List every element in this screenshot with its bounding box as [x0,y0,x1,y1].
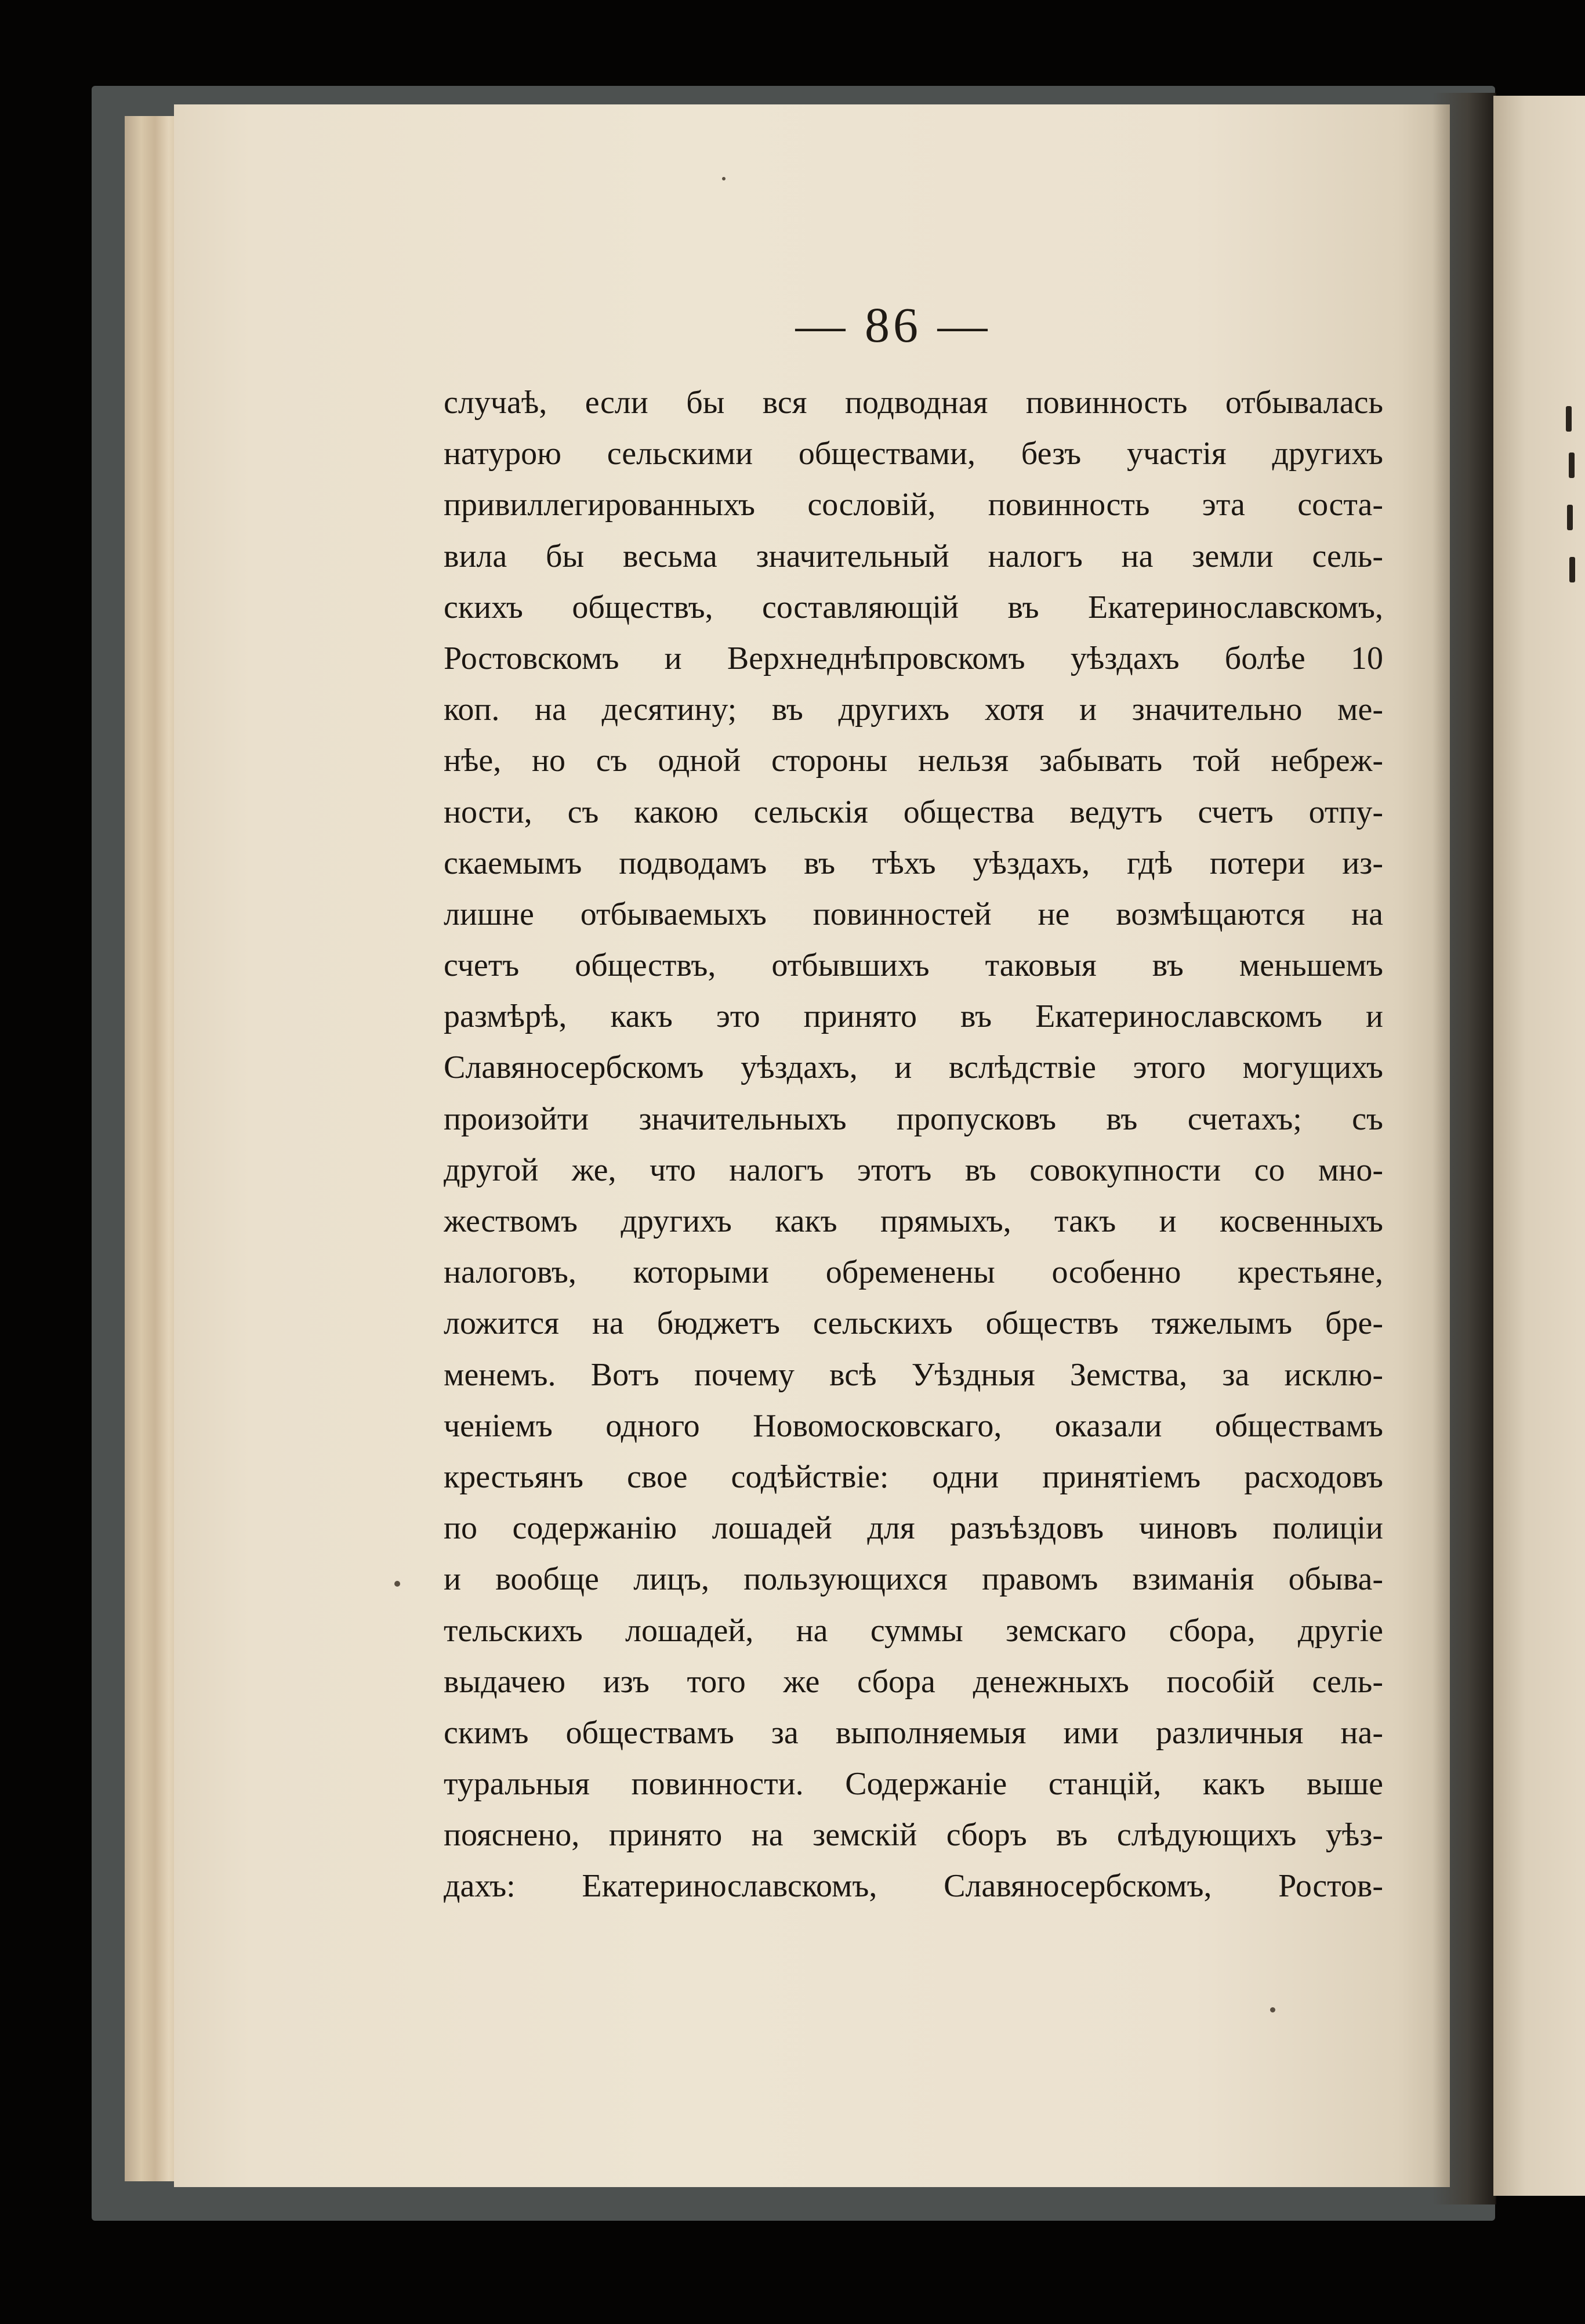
text-line: ложится на бюджетъ сельскихъ обществъ тяжелымъ бре- [444,1305,1383,1342]
text-line: менемъ. Вотъ почему всѣ Уѣздныя Земства, за исклю- [444,1356,1383,1393]
page-edges [125,116,180,2181]
text-line: крестьянъ свое содѣйствіе: одни принятіемъ расходовъ [444,1458,1383,1495]
text-line: налоговъ, которыми обременены особенно крестьяне, [444,1254,1383,1291]
paper-speck [722,177,726,180]
text-line: скимъ обществамъ за выполняемыя ими различныя на- [444,1714,1383,1751]
text-line: скаемымъ подводамъ въ тѣхъ уѣздахъ, гдѣ потери из- [444,845,1383,881]
text-line: нѣе, но съ одной стороны нельзя забывать той небреж- [444,743,1383,779]
text-line: жествомъ другихъ какъ прямыхъ, такъ и косвенныхъ [444,1203,1383,1239]
text-line: ности, съ какою сельскія общества ведутъ счетъ отпу- [444,794,1383,830]
paper-speck [394,1581,400,1587]
text-line: дахъ: Екатеринославскомъ, Славяносербскомъ, Ростов- [444,1868,1383,1905]
book-gutter-shadow [1432,93,1496,2204]
text-line: и вообще лицъ, пользующихся правомъ взиманія обыва- [444,1561,1383,1598]
text-line: пояснено, принято на земскій сборъ въ слѣдующихъ уѣз- [444,1817,1383,1854]
text-line: произойти значительныхъ пропусковъ въ счетахъ; съ [444,1101,1383,1137]
text-line: туральныя повинности. Содержаніе станцій, какъ выше [444,1766,1383,1802]
text-line: коп. на десятину; въ другихъ хотя и значительно ме- [444,692,1383,728]
text-line: по содержанію лошадей для разъѣздовъ чиновъ полиціи [444,1510,1383,1547]
paper-speck [1270,2007,1275,2012]
text-line: тельскихъ лошадей, на суммы земскаго сбора, другіе [444,1612,1383,1649]
body-text [444,377,1383,1912]
text-line: натурою сельскими обществами, безъ участія другихъ [444,436,1383,472]
text-line: другой же, что налогъ этотъ въ совокупности со мно- [444,1152,1383,1188]
text-line: Славяносербскомъ уѣздахъ, и вслѣдствіе этого могущихъ [444,1049,1383,1086]
text-line: выдачею изъ того же сбора денежныхъ пособій сель- [444,1663,1383,1700]
text-line: ченіемъ одного Новомосковскаго, оказали обществамъ [444,1407,1383,1444]
text-line: привиллегированныхъ сословій, повинность эта соста- [444,487,1383,523]
text-line: скихъ обществъ, составляющій въ Екатеринославскомъ, [444,589,1383,625]
text-line: Ростовскомъ и Верхнеднѣпровскомъ уѣздахъ болѣе 10 [444,640,1383,676]
text-line: случаѣ, если бы вся подводная повинность отбывалась [444,385,1383,421]
text-line: вила бы весьма значительный налогъ на земли сель- [444,538,1383,574]
text-line: размѣрѣ, какъ это принято въ Екатеринославскомъ и [444,998,1383,1035]
text-line: лишне отбываемыхъ повинностей не возмѣщаются на [444,896,1383,932]
text-line: счетъ обществъ, отбывшихъ таковыя въ меньшемъ [444,947,1383,984]
page-number: — 86 — [795,297,991,353]
